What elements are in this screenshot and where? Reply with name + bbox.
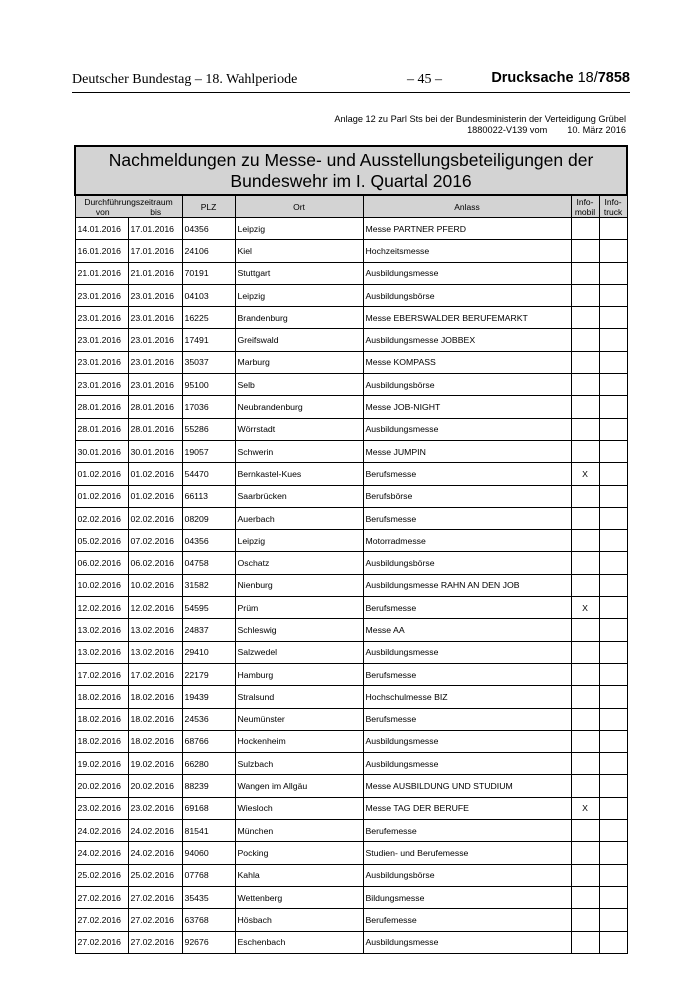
cell-ort: Neumünster bbox=[235, 708, 363, 730]
cell-ort: Auerbach bbox=[235, 507, 363, 529]
cell-truck bbox=[599, 574, 627, 596]
cell-mobil bbox=[571, 574, 599, 596]
cell-plz: 66280 bbox=[182, 753, 235, 775]
cell-mobil bbox=[571, 262, 599, 284]
cell-von: 13.02.2016 bbox=[75, 619, 128, 641]
cell-plz: 24536 bbox=[182, 708, 235, 730]
cell-truck bbox=[599, 886, 627, 908]
cell-von: 28.01.2016 bbox=[75, 396, 128, 418]
cell-anlass: Berufsmesse bbox=[363, 463, 571, 485]
cell-truck bbox=[599, 663, 627, 685]
table-row bbox=[75, 619, 627, 641]
cell-truck bbox=[599, 597, 627, 619]
cell-truck bbox=[599, 351, 627, 373]
cell-truck bbox=[599, 440, 627, 462]
cell-ort: Hamburg bbox=[235, 663, 363, 685]
cell-bis: 23.01.2016 bbox=[128, 284, 182, 306]
fair-participation-table bbox=[74, 145, 628, 954]
cell-bis: 13.02.2016 bbox=[128, 641, 182, 663]
cell-von: 27.02.2016 bbox=[75, 886, 128, 908]
cell-plz: 81541 bbox=[182, 820, 235, 842]
cell-mobil bbox=[571, 307, 599, 329]
cell-plz: 04356 bbox=[182, 218, 235, 240]
cell-bis: 27.02.2016 bbox=[128, 909, 182, 931]
cell-anlass: Ausbildungsmesse bbox=[363, 753, 571, 775]
cell-plz: 88239 bbox=[182, 775, 235, 797]
cell-plz: 35435 bbox=[182, 886, 235, 908]
table-row bbox=[75, 307, 627, 329]
table-row bbox=[75, 374, 627, 396]
cell-mobil bbox=[571, 842, 599, 864]
column-header-period bbox=[75, 195, 182, 218]
cell-plz: 95100 bbox=[182, 374, 235, 396]
cell-bis: 23.02.2016 bbox=[128, 797, 182, 819]
cell-bis: 13.02.2016 bbox=[128, 619, 182, 641]
page-header bbox=[72, 72, 630, 92]
cell-von: 24.02.2016 bbox=[75, 842, 128, 864]
table-row bbox=[75, 507, 627, 529]
cell-mobil bbox=[571, 284, 599, 306]
cell-anlass: Berufemesse bbox=[363, 820, 571, 842]
cell-anlass: Ausbildungsbörse bbox=[363, 552, 571, 574]
cell-plz: 92676 bbox=[182, 931, 235, 953]
cell-bis: 23.01.2016 bbox=[128, 307, 182, 329]
cell-ort: Wangen im Allgäu bbox=[235, 775, 363, 797]
cell-von: 20.02.2016 bbox=[75, 775, 128, 797]
document-number-prefix: 18/ bbox=[577, 70, 598, 86]
table-row bbox=[75, 931, 627, 953]
cell-mobil bbox=[571, 909, 599, 931]
cell-plz: 54595 bbox=[182, 597, 235, 619]
cell-truck bbox=[599, 307, 627, 329]
cell-anlass: Ausbildungsbörse bbox=[363, 864, 571, 886]
table-title-line-2: Bundeswehr im I. Quartal 2016 bbox=[230, 170, 472, 191]
cell-plz: 54470 bbox=[182, 463, 235, 485]
table-row bbox=[75, 641, 627, 663]
parliament-period: Deutscher Bundestag – 18. Wahlperiode bbox=[72, 72, 298, 87]
cell-truck bbox=[599, 262, 627, 284]
table-row bbox=[75, 886, 627, 908]
table-title-line-1: Nachmeldungen zu Messe- und Ausstellungsbeteiligungen der bbox=[108, 149, 594, 170]
cell-anlass: Messe KOMPASS bbox=[363, 351, 571, 373]
column-header-ort: Ort bbox=[235, 195, 363, 218]
cell-anlass: Berufsmesse bbox=[363, 597, 571, 619]
cell-bis: 24.02.2016 bbox=[128, 842, 182, 864]
cell-bis: 17.01.2016 bbox=[128, 218, 182, 240]
cell-truck bbox=[599, 686, 627, 708]
cell-truck bbox=[599, 396, 627, 418]
cell-truck bbox=[599, 485, 627, 507]
cell-bis: 18.02.2016 bbox=[128, 730, 182, 752]
cell-truck bbox=[599, 753, 627, 775]
table-row bbox=[75, 329, 627, 351]
cell-truck bbox=[599, 708, 627, 730]
cell-von: 23.01.2016 bbox=[75, 284, 128, 306]
cell-mobil bbox=[571, 775, 599, 797]
cell-plz: 22179 bbox=[182, 663, 235, 685]
cell-ort: Wörrstadt bbox=[235, 418, 363, 440]
cell-plz: 69168 bbox=[182, 797, 235, 819]
cell-anlass: Berufsmesse bbox=[363, 663, 571, 685]
cell-anlass: Messe JOB-NIGHT bbox=[363, 396, 571, 418]
table-title bbox=[75, 146, 627, 195]
cell-truck bbox=[599, 820, 627, 842]
page-number: – 45 – bbox=[407, 72, 442, 87]
cell-truck bbox=[599, 864, 627, 886]
cell-anlass: Ausbildungsbörse bbox=[363, 284, 571, 306]
cell-truck bbox=[599, 329, 627, 351]
annex-reference: 1880022-V139 vom bbox=[467, 125, 548, 135]
cell-von: 16.01.2016 bbox=[75, 240, 128, 262]
cell-ort: Stralsund bbox=[235, 686, 363, 708]
cell-mobil bbox=[571, 240, 599, 262]
cell-mobil bbox=[571, 886, 599, 908]
cell-bis: 23.01.2016 bbox=[128, 351, 182, 373]
table-row bbox=[75, 708, 627, 730]
cell-mobil bbox=[571, 753, 599, 775]
cell-anlass: Messe AUSBILDUNG UND STUDIUM bbox=[363, 775, 571, 797]
cell-truck bbox=[599, 507, 627, 529]
cell-ort: Schwerin bbox=[235, 440, 363, 462]
cell-von: 17.02.2016 bbox=[75, 663, 128, 685]
cell-ort: Greifswald bbox=[235, 329, 363, 351]
cell-plz: 29410 bbox=[182, 641, 235, 663]
cell-von: 10.02.2016 bbox=[75, 574, 128, 596]
annex-line-1: Anlage 12 zu Parl Sts bei der Bundesministerin der Verteidigung Grübel bbox=[334, 114, 626, 124]
table-row bbox=[75, 463, 627, 485]
cell-ort: Salzwedel bbox=[235, 641, 363, 663]
table-row bbox=[75, 218, 627, 240]
table-row bbox=[75, 440, 627, 462]
cell-mobil bbox=[571, 396, 599, 418]
cell-plz: 17491 bbox=[182, 329, 235, 351]
column-header-from: von bbox=[95, 206, 110, 217]
cell-mobil: X bbox=[571, 463, 599, 485]
cell-anlass: Ausbildungsmesse bbox=[363, 931, 571, 953]
cell-anlass: Messe JUMPIN bbox=[363, 440, 571, 462]
cell-von: 01.02.2016 bbox=[75, 463, 128, 485]
cell-ort: Saarbrücken bbox=[235, 485, 363, 507]
cell-truck bbox=[599, 284, 627, 306]
table-row bbox=[75, 351, 627, 373]
cell-plz: 35037 bbox=[182, 351, 235, 373]
cell-plz: 66113 bbox=[182, 485, 235, 507]
cell-anlass: Messe PARTNER PFERD bbox=[363, 218, 571, 240]
cell-truck bbox=[599, 463, 627, 485]
column-header-plz: PLZ bbox=[182, 195, 235, 218]
cell-plz: 04758 bbox=[182, 552, 235, 574]
cell-von: 18.02.2016 bbox=[75, 708, 128, 730]
cell-truck bbox=[599, 552, 627, 574]
cell-plz: 68766 bbox=[182, 730, 235, 752]
cell-bis: 27.02.2016 bbox=[128, 931, 182, 953]
cell-plz: 24106 bbox=[182, 240, 235, 262]
cell-bis: 23.01.2016 bbox=[128, 329, 182, 351]
cell-ort: Neubrandenburg bbox=[235, 396, 363, 418]
cell-ort: Hösbach bbox=[235, 909, 363, 931]
cell-bis: 24.02.2016 bbox=[128, 820, 182, 842]
cell-anlass: Ausbildungsmesse bbox=[363, 262, 571, 284]
cell-anlass: Ausbildungsmesse JOBBEX bbox=[363, 329, 571, 351]
cell-mobil bbox=[571, 418, 599, 440]
column-header-period-label: Durchführungszeitraum bbox=[84, 196, 173, 207]
cell-plz: 19439 bbox=[182, 686, 235, 708]
cell-bis: 19.02.2016 bbox=[128, 753, 182, 775]
cell-bis: 17.02.2016 bbox=[128, 663, 182, 685]
cell-truck bbox=[599, 797, 627, 819]
cell-plz: 04103 bbox=[182, 284, 235, 306]
cell-von: 21.01.2016 bbox=[75, 262, 128, 284]
cell-anlass: Messe AA bbox=[363, 619, 571, 641]
cell-ort: Hockenheim bbox=[235, 730, 363, 752]
cell-mobil bbox=[571, 864, 599, 886]
table-row bbox=[75, 842, 627, 864]
cell-anlass: Messe EBERSWALDER BERUFEMARKT bbox=[363, 307, 571, 329]
cell-bis: 18.02.2016 bbox=[128, 708, 182, 730]
table-row bbox=[75, 797, 627, 819]
column-header-row bbox=[75, 195, 627, 218]
cell-anlass: Hochzeitsmesse bbox=[363, 240, 571, 262]
cell-mobil: X bbox=[571, 797, 599, 819]
cell-bis: 10.02.2016 bbox=[128, 574, 182, 596]
table-row bbox=[75, 262, 627, 284]
cell-mobil bbox=[571, 218, 599, 240]
table-row bbox=[75, 663, 627, 685]
cell-ort: Leipzig bbox=[235, 530, 363, 552]
cell-von: 23.01.2016 bbox=[75, 374, 128, 396]
cell-ort: Sulzbach bbox=[235, 753, 363, 775]
cell-plz: 17036 bbox=[182, 396, 235, 418]
cell-von: 30.01.2016 bbox=[75, 440, 128, 462]
cell-ort: Pocking bbox=[235, 842, 363, 864]
cell-plz: 24837 bbox=[182, 619, 235, 641]
cell-mobil bbox=[571, 820, 599, 842]
cell-von: 24.02.2016 bbox=[75, 820, 128, 842]
cell-bis: 01.02.2016 bbox=[128, 463, 182, 485]
cell-bis: 23.01.2016 bbox=[128, 374, 182, 396]
table-row bbox=[75, 909, 627, 931]
cell-ort: Nienburg bbox=[235, 574, 363, 596]
cell-bis: 30.01.2016 bbox=[128, 440, 182, 462]
cell-mobil bbox=[571, 686, 599, 708]
table-row bbox=[75, 820, 627, 842]
cell-anlass: Ausbildungsmesse RAHN AN DEN JOB bbox=[363, 574, 571, 596]
cell-bis: 25.02.2016 bbox=[128, 864, 182, 886]
column-header-infomobil: Info- mobil bbox=[571, 195, 599, 218]
document-label: Drucksache bbox=[491, 70, 574, 86]
cell-anlass: Ausbildungsbörse bbox=[363, 374, 571, 396]
table-row bbox=[75, 864, 627, 886]
table-row bbox=[75, 418, 627, 440]
cell-truck bbox=[599, 909, 627, 931]
cell-anlass: Berufemesse bbox=[363, 909, 571, 931]
cell-von: 18.02.2016 bbox=[75, 730, 128, 752]
cell-plz: 94060 bbox=[182, 842, 235, 864]
cell-truck bbox=[599, 418, 627, 440]
cell-von: 23.01.2016 bbox=[75, 307, 128, 329]
annex-line-2 bbox=[334, 125, 626, 136]
annex-date: 10. März 2016 bbox=[567, 125, 626, 135]
cell-ort: Leipzig bbox=[235, 284, 363, 306]
table-row bbox=[75, 284, 627, 306]
cell-von: 23.02.2016 bbox=[75, 797, 128, 819]
cell-bis: 28.01.2016 bbox=[128, 418, 182, 440]
cell-von: 12.02.2016 bbox=[75, 597, 128, 619]
cell-von: 27.02.2016 bbox=[75, 931, 128, 953]
cell-bis: 07.02.2016 bbox=[128, 530, 182, 552]
cell-truck bbox=[599, 931, 627, 953]
cell-mobil bbox=[571, 329, 599, 351]
cell-truck bbox=[599, 775, 627, 797]
document-number-main: 7858 bbox=[597, 70, 630, 86]
cell-anlass: Ausbildungsmesse bbox=[363, 730, 571, 752]
table-row bbox=[75, 597, 627, 619]
cell-mobil bbox=[571, 440, 599, 462]
cell-mobil bbox=[571, 351, 599, 373]
cell-plz: 08209 bbox=[182, 507, 235, 529]
cell-von: 01.02.2016 bbox=[75, 485, 128, 507]
cell-ort: Eschenbach bbox=[235, 931, 363, 953]
cell-mobil bbox=[571, 708, 599, 730]
cell-von: 18.02.2016 bbox=[75, 686, 128, 708]
table-row bbox=[75, 240, 627, 262]
table-body bbox=[75, 218, 627, 954]
table-row bbox=[75, 396, 627, 418]
cell-truck bbox=[599, 619, 627, 641]
cell-truck bbox=[599, 842, 627, 864]
cell-ort: Schleswig bbox=[235, 619, 363, 641]
cell-von: 06.02.2016 bbox=[75, 552, 128, 574]
cell-plz: 70191 bbox=[182, 262, 235, 284]
cell-von: 13.02.2016 bbox=[75, 641, 128, 663]
table-row bbox=[75, 574, 627, 596]
cell-ort: Selb bbox=[235, 374, 363, 396]
cell-anlass: Hochschulmesse BIZ bbox=[363, 686, 571, 708]
cell-mobil bbox=[571, 619, 599, 641]
cell-bis: 21.01.2016 bbox=[128, 262, 182, 284]
cell-ort: Oschatz bbox=[235, 552, 363, 574]
table-row bbox=[75, 686, 627, 708]
cell-von: 19.02.2016 bbox=[75, 753, 128, 775]
cell-plz: 04356 bbox=[182, 530, 235, 552]
cell-ort: Prüm bbox=[235, 597, 363, 619]
cell-bis: 01.02.2016 bbox=[128, 485, 182, 507]
cell-bis: 27.02.2016 bbox=[128, 886, 182, 908]
cell-anlass: Ausbildungsmesse bbox=[363, 641, 571, 663]
table-row bbox=[75, 485, 627, 507]
cell-plz: 63768 bbox=[182, 909, 235, 931]
cell-von: 23.01.2016 bbox=[75, 329, 128, 351]
cell-truck bbox=[599, 730, 627, 752]
table-row bbox=[75, 552, 627, 574]
cell-plz: 16225 bbox=[182, 307, 235, 329]
cell-von: 28.01.2016 bbox=[75, 418, 128, 440]
cell-ort: Wiesloch bbox=[235, 797, 363, 819]
column-header-anlass: Anlass bbox=[363, 195, 571, 218]
cell-plz: 31582 bbox=[182, 574, 235, 596]
table-row bbox=[75, 530, 627, 552]
cell-ort: Kahla bbox=[235, 864, 363, 886]
cell-ort: Stuttgart bbox=[235, 262, 363, 284]
cell-bis: 12.02.2016 bbox=[128, 597, 182, 619]
cell-mobil bbox=[571, 931, 599, 953]
cell-von: 05.02.2016 bbox=[75, 530, 128, 552]
cell-truck bbox=[599, 240, 627, 262]
cell-mobil bbox=[571, 374, 599, 396]
cell-anlass: Messe TAG DER BERUFE bbox=[363, 797, 571, 819]
cell-ort: Brandenburg bbox=[235, 307, 363, 329]
table-row bbox=[75, 730, 627, 752]
cell-plz: 19057 bbox=[182, 440, 235, 462]
cell-anlass: Berufsmesse bbox=[363, 507, 571, 529]
annex-note bbox=[334, 114, 626, 136]
table-row bbox=[75, 775, 627, 797]
cell-anlass: Berufsmesse bbox=[363, 708, 571, 730]
cell-ort: München bbox=[235, 820, 363, 842]
cell-bis: 17.01.2016 bbox=[128, 240, 182, 262]
cell-ort: Leipzig bbox=[235, 218, 363, 240]
cell-bis: 02.02.2016 bbox=[128, 507, 182, 529]
cell-von: 02.02.2016 bbox=[75, 507, 128, 529]
cell-anlass: Ausbildungsmesse bbox=[363, 418, 571, 440]
cell-bis: 18.02.2016 bbox=[128, 686, 182, 708]
cell-von: 23.01.2016 bbox=[75, 351, 128, 373]
cell-ort: Kiel bbox=[235, 240, 363, 262]
cell-plz: 07768 bbox=[182, 864, 235, 886]
cell-anlass: Berufsbörse bbox=[363, 485, 571, 507]
table-row bbox=[75, 753, 627, 775]
cell-mobil bbox=[571, 663, 599, 685]
cell-mobil: X bbox=[571, 597, 599, 619]
cell-anlass: Studien- und Berufemesse bbox=[363, 842, 571, 864]
cell-anlass: Motorradmesse bbox=[363, 530, 571, 552]
cell-mobil bbox=[571, 530, 599, 552]
cell-bis: 28.01.2016 bbox=[128, 396, 182, 418]
cell-von: 14.01.2016 bbox=[75, 218, 128, 240]
cell-truck bbox=[599, 530, 627, 552]
cell-mobil bbox=[571, 552, 599, 574]
cell-truck bbox=[599, 218, 627, 240]
header-rule bbox=[72, 92, 630, 93]
cell-ort: Wettenberg bbox=[235, 886, 363, 908]
cell-ort: Bernkastel-Kues bbox=[235, 463, 363, 485]
cell-mobil bbox=[571, 485, 599, 507]
cell-truck bbox=[599, 641, 627, 663]
cell-ort: Marburg bbox=[235, 351, 363, 373]
cell-von: 25.02.2016 bbox=[75, 864, 128, 886]
column-header-infotruck: Info- truck bbox=[599, 195, 627, 218]
column-header-to: bis bbox=[150, 206, 162, 217]
cell-mobil bbox=[571, 730, 599, 752]
cell-von: 27.02.2016 bbox=[75, 909, 128, 931]
cell-plz: 55286 bbox=[182, 418, 235, 440]
document-number bbox=[491, 70, 630, 86]
cell-bis: 06.02.2016 bbox=[128, 552, 182, 574]
cell-mobil bbox=[571, 641, 599, 663]
cell-mobil bbox=[571, 507, 599, 529]
cell-truck bbox=[599, 374, 627, 396]
cell-anlass: Bildungsmesse bbox=[363, 886, 571, 908]
cell-bis: 20.02.2016 bbox=[128, 775, 182, 797]
